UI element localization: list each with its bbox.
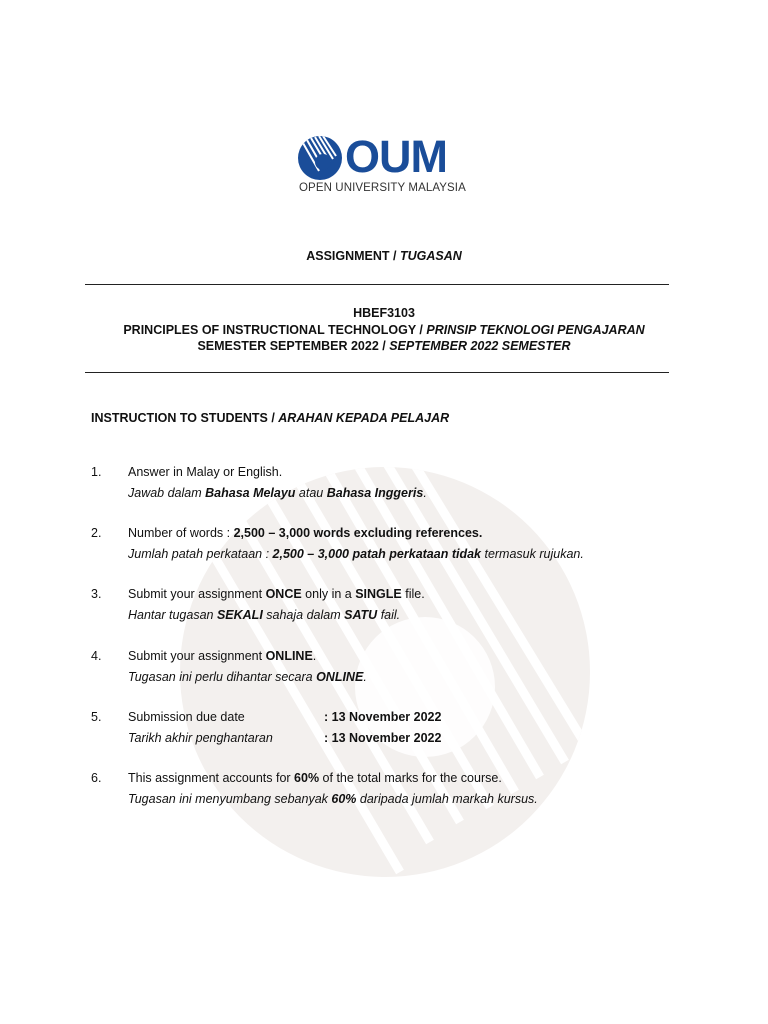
instruction-text: Bahasa Inggeris [326, 485, 424, 500]
instruction-text: This assignment accounts for [128, 771, 295, 785]
instruction-text: 2,500 – 3,000 patah perkataan tidak [272, 546, 481, 561]
due-date-value: : 13 November 2022 [324, 730, 442, 745]
instruction-ms [128, 483, 688, 504]
instruction-text: Tugasan ini menyumbang sebanyak [128, 791, 332, 806]
instruction-text: Hantar tugasan [128, 607, 217, 622]
instruction-text: Jawab dalam [128, 485, 206, 500]
instruction-ms [128, 544, 688, 565]
document-title: ASSIGNMENT / TUGASAN [306, 249, 462, 263]
instruction-text: Tugasan ini perlu dihantar secara [128, 669, 317, 684]
oum-logo [297, 132, 473, 202]
divider-bottom [85, 372, 669, 373]
course-code: HBEF3103 [353, 306, 415, 320]
instruction-text: Submit your assignment [128, 649, 266, 663]
instruction-ms [128, 605, 688, 626]
instruction-text: Submit your assignment [128, 587, 266, 601]
instruction-text: 3. [91, 587, 102, 601]
instruction-text: Answer in Malay or English. [128, 465, 283, 479]
instruction-text: 4. [91, 649, 102, 663]
instruction-ms [128, 789, 688, 810]
instruction-text: 6. [91, 771, 102, 785]
submission-due-date-en [128, 707, 688, 728]
instruction-text: fail. [377, 607, 401, 622]
instruction-text: of the total marks for the course. [319, 771, 502, 785]
due-date-value: : 13 November 2022 [324, 710, 442, 724]
instruction-text: . [312, 649, 317, 663]
instruction-en [128, 768, 688, 789]
instruction-text: SINGLE [355, 587, 402, 601]
instruction-text: 2,500 – 3,000 words excluding references. [233, 526, 483, 540]
instruction-text: ONLINE [265, 649, 313, 663]
instruction-text: 60% [294, 771, 320, 785]
course-info [0, 305, 768, 355]
instruction-text: only in a [301, 587, 356, 601]
instruction-text: daripada jumlah markah kursus. [356, 791, 538, 806]
instruction-text: sahaja dalam [262, 607, 345, 622]
instruction-en [128, 523, 688, 544]
instruction-text: 5. [91, 710, 102, 724]
instruction-text: Bahasa Melayu [205, 485, 296, 500]
instruction-text: . [423, 485, 427, 500]
instruction-text: ONCE [265, 587, 302, 601]
instruction-text: Submission due date [128, 710, 245, 724]
instruction-en [128, 584, 688, 605]
submission-due-date-ms [128, 728, 688, 749]
instruction-en [128, 646, 688, 667]
instruction-text: Number of words : [128, 526, 234, 540]
instruction-text: atau [295, 485, 327, 500]
logo-wordmark: OUM [345, 131, 447, 182]
instruction-text: Jumlah patah perkataan : [128, 546, 273, 561]
instruction-text: . [363, 669, 367, 684]
instruction-text: 1. [91, 465, 102, 479]
course-name: PRINCIPLES OF INSTRUCTIONAL TECHNOLOGY / PRINSIP TEKNOLOGI PENGAJARAN [123, 322, 645, 337]
instruction-en [128, 462, 688, 483]
instruction-text: Tarikh akhir penghantaran [128, 730, 273, 745]
instruction-text: SATU [344, 607, 378, 622]
instruction-text: file. [401, 587, 425, 601]
instruction-text: 60% [331, 791, 357, 806]
instruction-text: 2. [91, 526, 102, 540]
instruction-text: SEKALI [216, 607, 263, 622]
instruction-ms [128, 667, 688, 688]
instruction-text: termasuk rujukan. [481, 546, 584, 561]
divider-top [85, 284, 669, 285]
instruction-text: ONLINE [316, 669, 364, 684]
course-semester: SEMESTER SEPTEMBER 2022 / SEPTEMBER 2022 SEMESTER [197, 339, 571, 353]
instructions-heading: INSTRUCTION TO STUDENTS / ARAHAN KEPADA PELAJAR [91, 411, 450, 425]
oum-logo-mark-icon [297, 135, 343, 181]
logo-subtitle: OPEN UNIVERSITY MALAYSIA [299, 182, 466, 194]
